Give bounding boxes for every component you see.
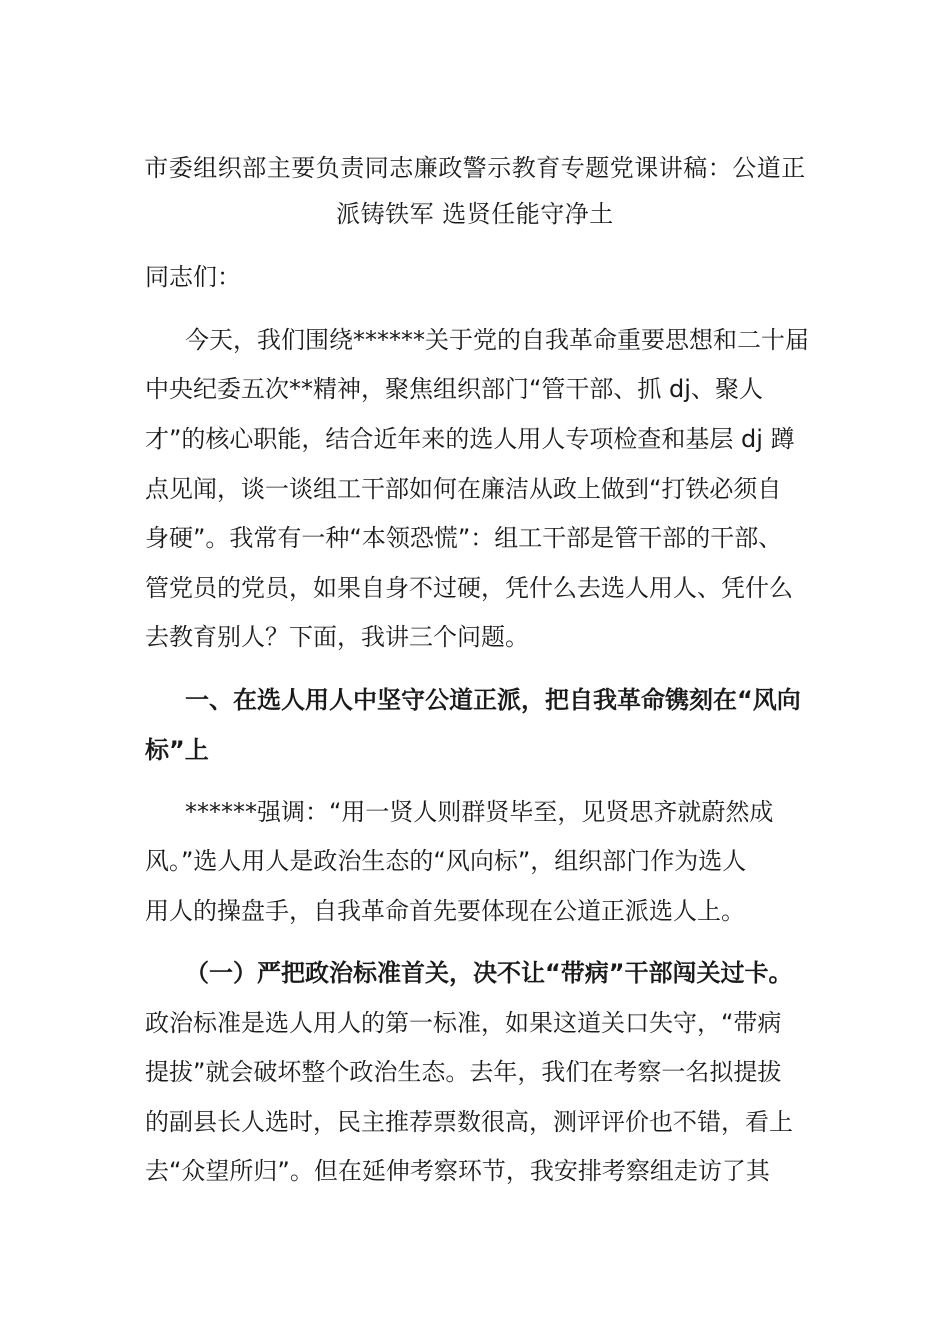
intro-line: 中央纪委五次**精神，聚焦组织部门“管干部、抓 dj、聚人 [145, 375, 763, 403]
intro-line: 去教育别人？下面，我讲三个问题。 [145, 623, 529, 651]
intro-line: 身硬”。我常有一种“本领恐慌”：组工干部是管干部的干部、 [145, 524, 783, 552]
paragraph-line: 政治标准是选人用人的第一标准，如果这道关口失守，“带病 [145, 1009, 782, 1037]
paragraph-line: 用人的操盘手，自我革命首先要体现在公道正派选人上。 [145, 897, 745, 925]
intro-line: 今天，我们围绕******关于党的自我革命重要思想和二十届 [185, 326, 809, 354]
paragraph-line: 去“众望所归”。但在延伸考察环节，我安排考察组走访了其 [145, 1157, 770, 1185]
intro-line: 管党员的党员，如果自身不过硬，凭什么去选人用人、凭什么 [145, 574, 793, 602]
subsection-heading: （一）严把政治标准首关，决不让“带病”干部闯关过卡。 [185, 959, 793, 987]
salutation: 同志们： [145, 263, 241, 291]
paragraph-line: 的副县长人选时，民主推荐票数很高，测评评价也不错，看上 [145, 1108, 793, 1136]
paragraph-line: 提拔”就会破坏整个政治生态。去年，我们在考察一名拟提拔 [145, 1058, 782, 1086]
title-line: 派铸铁军 选贤任能守净土 [336, 200, 614, 228]
section-heading-line: 标”上 [145, 736, 209, 764]
title-line: 市委组织部主要负责同志廉政警示教育专题党课讲稿：公道正 [144, 154, 806, 182]
intro-line: 才”的核心职能，结合近年来的选人用人专项检查和基层 dj 蹲 [145, 425, 795, 453]
intro-line: 点见闻，谈一谈组工干部如何在廉洁从政上做到“打铁必须自 [145, 475, 782, 503]
section-heading-line: 一、在选人用人中坚守公道正派，把自我革命镌刻在“风向 [185, 686, 801, 714]
document-title [130, 145, 820, 237]
paragraph-line: ******强调：“用一贤人则群贤毕至，见贤思齐就蔚然成 [185, 798, 774, 826]
paragraph-line: 风。”选人用人是政治生态的“风向标”，组织部门作为选人 [145, 847, 747, 875]
